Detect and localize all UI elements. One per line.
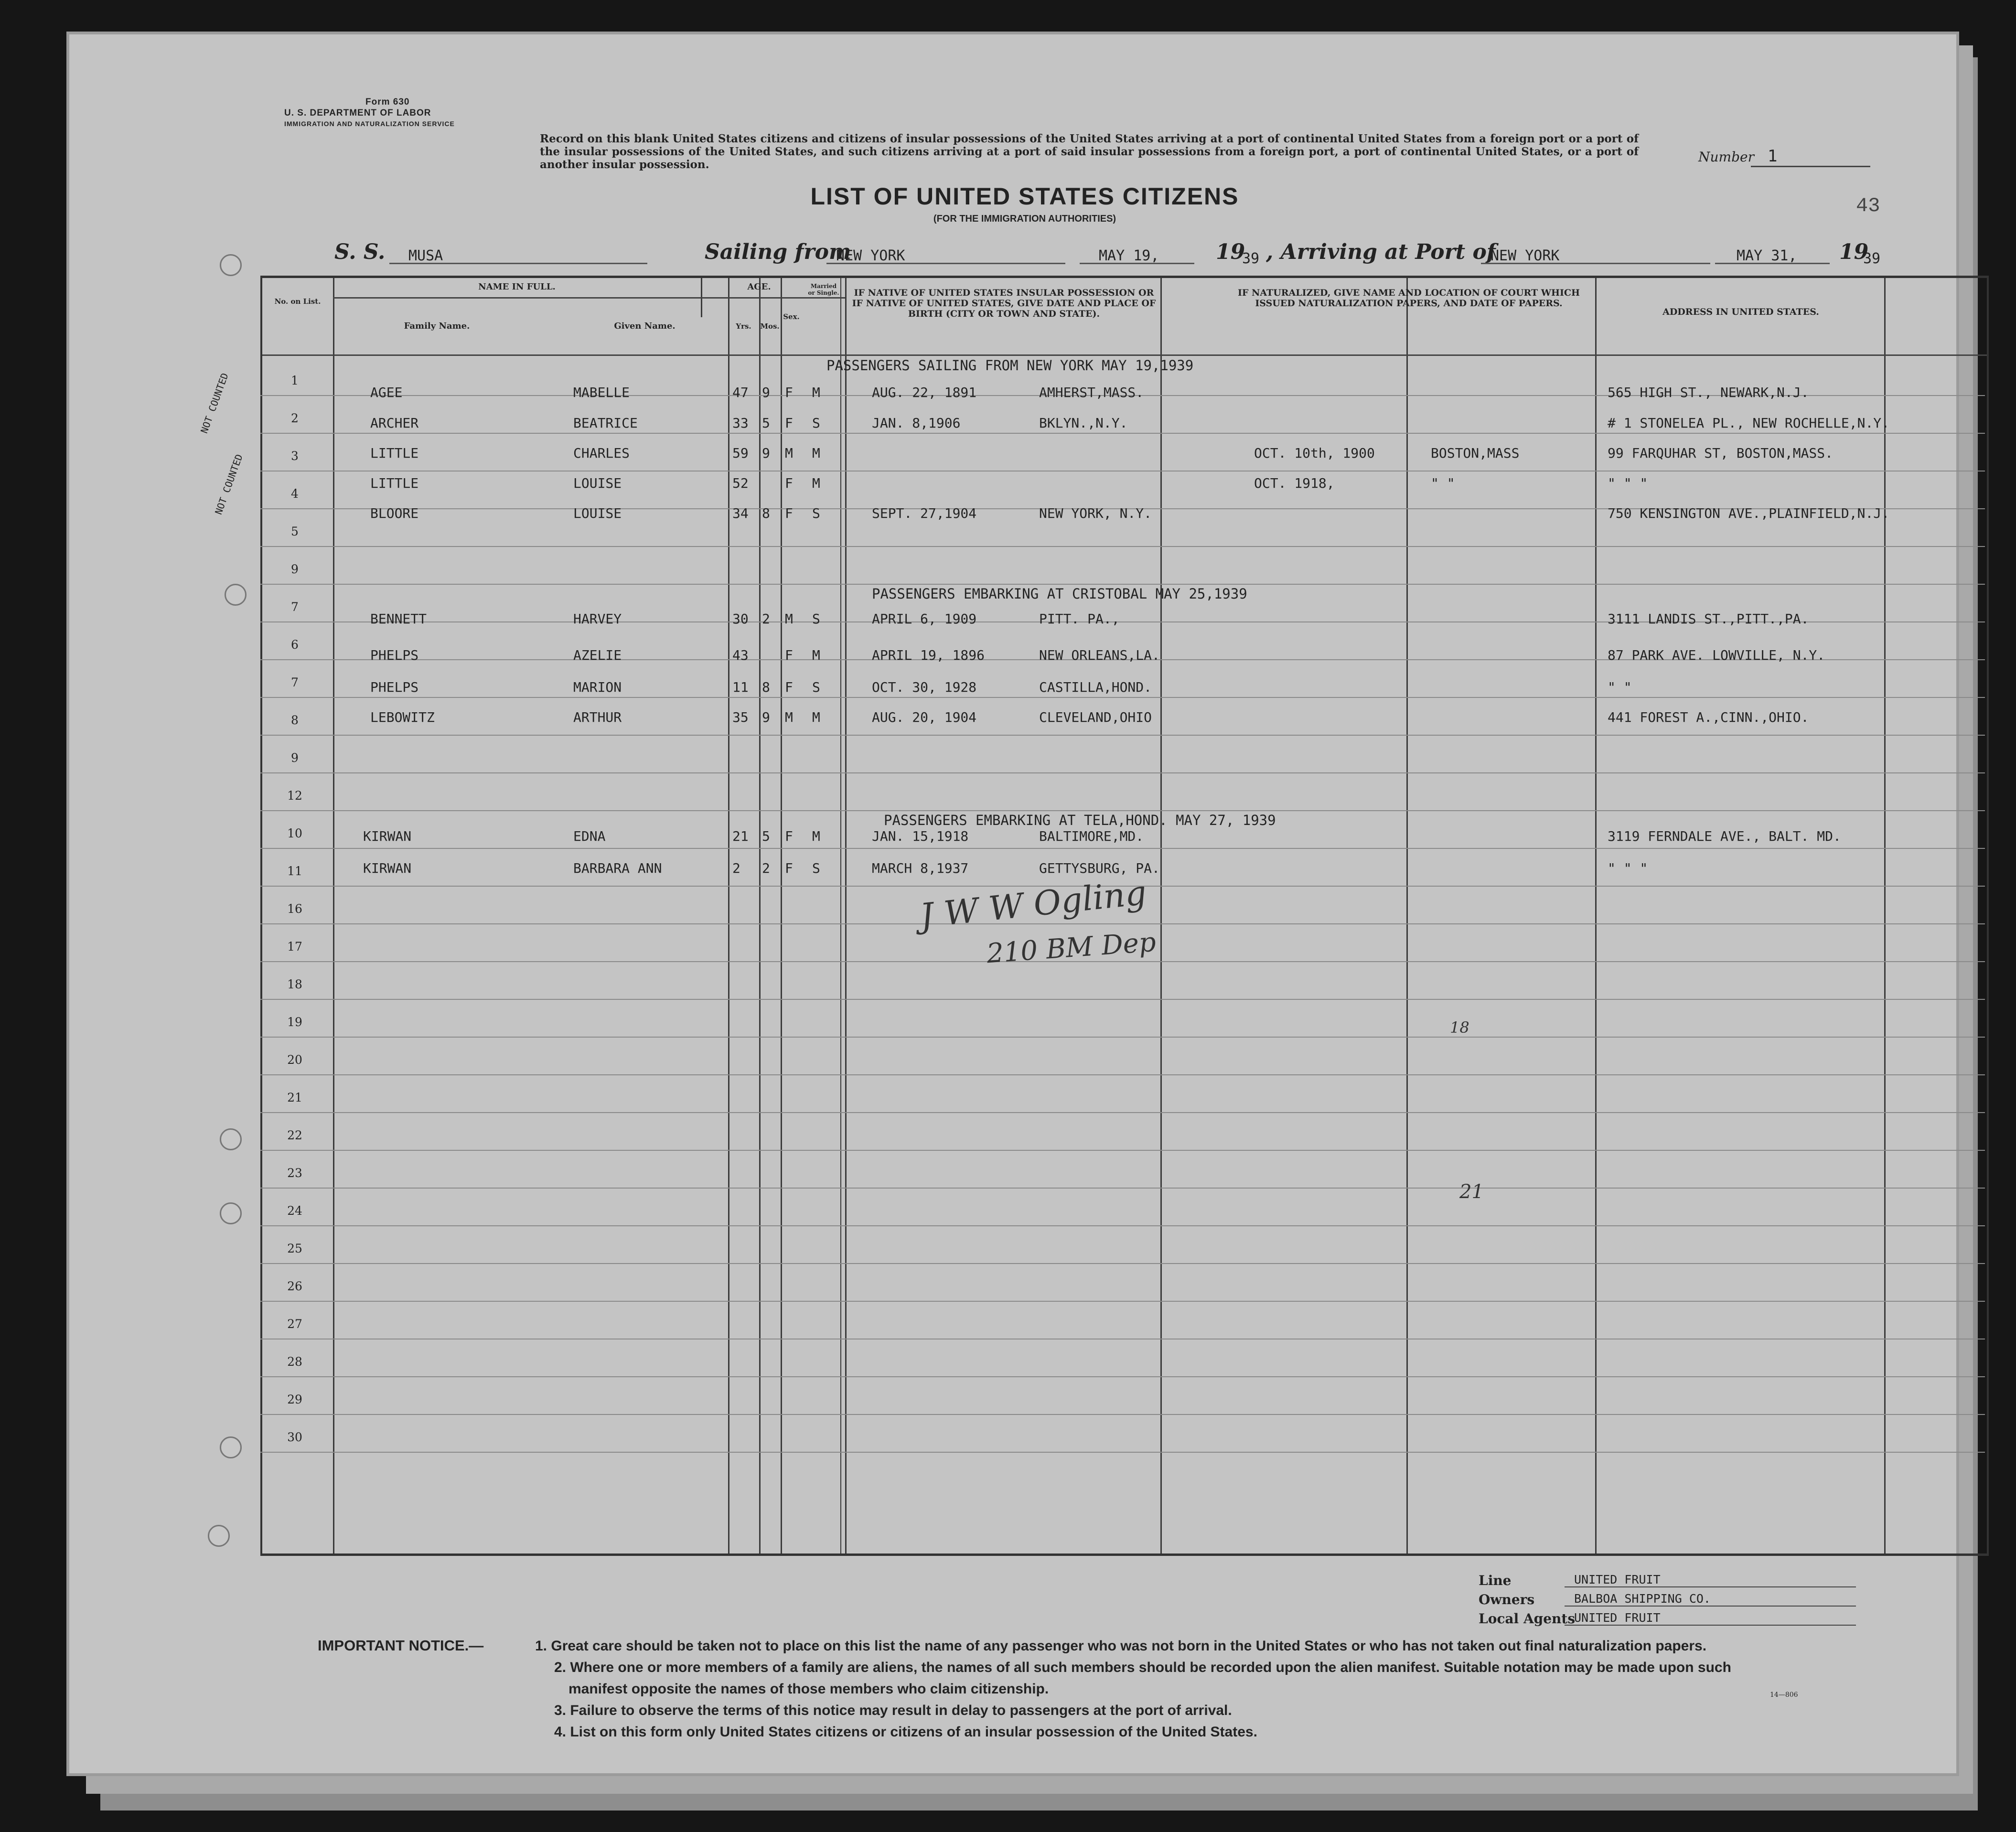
- birth-date: SEPT. 27,1904: [872, 505, 977, 522]
- row-number: 10: [287, 826, 302, 840]
- row-number: 2: [291, 411, 299, 425]
- birth-date: APRIL 19, 1896: [872, 647, 985, 663]
- col-birth: IF NATIVE OF UNITED STATES INSULAR POSSESSION OR IF NATIVE OF UNITED STATES, GIVE DATE AND PLACE OF BIRTH (CITY OR TOWN AND STATE).: [852, 288, 1156, 319]
- age-years: 21: [732, 828, 749, 844]
- row-rule: [260, 810, 1985, 811]
- family-name: PHELPS: [370, 647, 419, 663]
- address: 3119 FERNDALE AVE., BALT. MD.: [1608, 828, 1841, 844]
- local-agents-value: UNITED FRUIT: [1565, 1611, 1856, 1626]
- row-rule: [260, 1301, 1985, 1302]
- row-rule: [260, 772, 1985, 773]
- row-number: 9: [291, 562, 299, 576]
- arrival-date: MAY 31,: [1737, 247, 1797, 264]
- row-rule: [260, 1414, 1985, 1415]
- arrival-year-prefix: 19: [1839, 240, 1869, 264]
- address: " ": [1608, 679, 1632, 695]
- given-name: EDNA: [573, 828, 606, 844]
- birth-place: CASTILLA,HOND.: [1039, 679, 1152, 695]
- sex: F: [785, 828, 793, 844]
- not-counted-stamp: NOT COUNTED: [213, 452, 245, 516]
- notice-item: 1. Great care should be taken not to place on this list the name of any passenger who was not born in the United States or who has not taken out final naturalization papers.: [535, 1638, 1707, 1654]
- family-name: LITTLE: [370, 445, 419, 461]
- family-name: BENNETT: [370, 611, 427, 627]
- sailing-year: 39: [1242, 250, 1260, 267]
- sailing-label: Sailing from: [705, 240, 851, 264]
- family-name: KIRWAN: [363, 860, 412, 876]
- printer-code: 14—806: [1770, 1691, 1798, 1699]
- row-number: 8: [291, 713, 299, 727]
- notice-item: manifest opposite the names of those members who claim citizenship.: [568, 1681, 1049, 1697]
- row-number: 22: [287, 1128, 302, 1142]
- binder-hole: [220, 1128, 242, 1150]
- row-number: 7: [291, 600, 299, 614]
- section-header: PASSENGERS EMBARKING AT TELA,HOND. MAY 27, 1939: [884, 812, 1276, 828]
- row-number: 28: [287, 1355, 302, 1369]
- col-naturalized: IF NATURALIZED, GIVE NAME AND LOCATION OF COURT WHICH ISSUED NATURALIZATION PAPERS, AND DATE OF PAPERS.: [1238, 288, 1580, 309]
- binder-hole: [220, 254, 242, 276]
- not-counted-stamp: NOT COUNTED: [198, 371, 231, 435]
- row-number: 16: [287, 902, 302, 916]
- marital-status: S: [812, 860, 820, 876]
- row-number: 21: [287, 1091, 302, 1104]
- age-months: 9: [762, 445, 770, 461]
- sex: F: [785, 679, 793, 695]
- marital-status: M: [812, 828, 820, 844]
- col-age: AGE.: [747, 282, 771, 292]
- arriving-label: , Arriving at Port of: [1266, 240, 1496, 264]
- birth-date: JAN. 8,1906: [872, 415, 961, 431]
- notice-heading: IMPORTANT NOTICE.—: [318, 1637, 484, 1654]
- owners-value: BALBOA SHIPPING CO.: [1565, 1592, 1856, 1607]
- page-title: LIST OF UNITED STATES CITIZENS: [810, 183, 1239, 210]
- row-number: 27: [287, 1317, 302, 1331]
- manifest-sheet: [69, 34, 1956, 1773]
- row-number: 26: [287, 1279, 302, 1293]
- given-name: BEATRICE: [573, 415, 638, 431]
- sex: F: [785, 860, 793, 876]
- birth-place: NEW ORLEANS,LA.: [1039, 647, 1160, 663]
- given-name: MARION: [573, 679, 622, 695]
- arrival-port: NEW YORK: [1491, 247, 1560, 264]
- row-rule: [260, 1037, 1985, 1038]
- line-value: UNITED FRUIT: [1565, 1573, 1856, 1587]
- naturalization-date: OCT. 1918,: [1254, 475, 1335, 492]
- sailing-year-prefix: 19: [1216, 240, 1245, 264]
- row-number: 9: [291, 751, 299, 765]
- instructions-text: Record on this blank United States citizens and citizens of insular possessions of the United States arriving at a port of continental United States from a foreign port or a port of the insular possessions of the United States, and such citizens arriving at a port of said insular possessions from a foreign port, a port of continental United States, or a port of another insular possession.: [540, 132, 1639, 171]
- marital-status: M: [812, 385, 820, 401]
- sex: F: [785, 475, 793, 492]
- address: 87 PARK AVE. LOWVILLE, N.Y.: [1608, 647, 1825, 663]
- address: 565 HIGH ST., NEWARK,N.J.: [1608, 385, 1809, 401]
- row-number: 18: [287, 977, 302, 991]
- marital-status: S: [812, 611, 820, 627]
- page-subtitle: (FOR THE IMMIGRATION AUTHORITIES): [933, 214, 1116, 224]
- row-rule: [260, 697, 1985, 698]
- row-rule: [260, 961, 1985, 962]
- family-name: KIRWAN: [363, 828, 412, 844]
- row-rule: [260, 546, 1985, 547]
- sex: M: [785, 445, 793, 461]
- birth-date: AUG. 22, 1891: [872, 385, 977, 401]
- department-name: U. S. DEPARTMENT OF LABOR: [284, 108, 431, 118]
- row-number: 7: [291, 675, 299, 689]
- signature-office: 210 BM Dep: [986, 926, 1157, 970]
- row-rule: [260, 1225, 1985, 1226]
- address: # 1 STONELEA PL., NEW ROCHELLE,N.Y.: [1608, 415, 1890, 431]
- sex: M: [785, 611, 793, 627]
- shipping-agents: [1479, 1573, 1875, 1630]
- marital-status: M: [812, 647, 820, 663]
- row-number: 20: [287, 1053, 302, 1067]
- age-years: 34: [732, 505, 749, 522]
- row-rule: [260, 1150, 1985, 1151]
- row-number: 19: [287, 1015, 302, 1029]
- line-label: Line: [1479, 1573, 1512, 1588]
- row-number: 12: [287, 789, 302, 803]
- birth-date: JAN. 15,1918: [872, 828, 969, 844]
- naturalization-court: " ": [1431, 475, 1455, 492]
- family-name: LITTLE: [370, 475, 419, 492]
- birth-date: APRIL 6, 1909: [872, 611, 977, 627]
- ss-label: S. S.: [334, 240, 386, 264]
- marital-status: S: [812, 679, 820, 695]
- row-rule: [260, 1376, 1985, 1377]
- given-name: HARVEY: [573, 611, 622, 627]
- binder-hole: [208, 1525, 230, 1547]
- sex: F: [785, 415, 793, 431]
- sex: F: [785, 385, 793, 401]
- owners-label: Owners: [1479, 1592, 1535, 1607]
- row-number: 23: [287, 1166, 302, 1180]
- birth-place: AMHERST,MASS.: [1039, 385, 1144, 401]
- birth-date: OCT. 30, 1928: [872, 679, 977, 695]
- notice-item: 4. List on this form only United States citizens or citizens of an insular possession of the United States.: [554, 1724, 1257, 1740]
- form-number: Form 630: [365, 97, 410, 107]
- marital-status: M: [812, 475, 820, 492]
- arrival-year: 39: [1863, 250, 1881, 267]
- given-name: MABELLE: [573, 385, 630, 401]
- row-rule: [260, 923, 1985, 924]
- row-rule: [260, 1074, 1985, 1075]
- row-number: 17: [287, 940, 302, 953]
- age-years: 30: [732, 611, 749, 627]
- given-name: AZELIE: [573, 647, 622, 663]
- address: 441 FOREST A.,CINN.,OHIO.: [1608, 709, 1809, 725]
- important-notice: [318, 1635, 1889, 1743]
- given-name: LOUISE: [573, 505, 622, 522]
- tally-mark: 18: [1450, 1018, 1469, 1037]
- birth-place: GETTYSBURG, PA.: [1039, 860, 1160, 876]
- age-months: 8: [762, 679, 770, 695]
- family-name: AGEE: [370, 385, 403, 401]
- sex: F: [785, 647, 793, 663]
- sex: F: [785, 505, 793, 522]
- row-number: 5: [291, 525, 299, 538]
- col-no-on-list: No. on List.: [274, 297, 321, 306]
- row-number: 1: [291, 374, 299, 387]
- notice-item: 2. Where one or more members of a family are aliens, the names of all such members should be recorded upon the alien manifest. Suitable notation may be made upon such: [554, 1660, 1731, 1675]
- row-number: 30: [287, 1430, 302, 1444]
- local-agents-label: Local Agents: [1479, 1611, 1576, 1627]
- age-months: 2: [762, 860, 770, 876]
- row-number: 29: [287, 1393, 302, 1406]
- birth-date: MARCH 8,1937: [872, 860, 969, 876]
- age-months: 8: [762, 505, 770, 522]
- number-value: 1: [1751, 147, 1870, 167]
- age-years: 2: [732, 860, 740, 876]
- row-rule: [260, 1112, 1985, 1113]
- age-months: 9: [762, 385, 770, 401]
- marital-status: S: [812, 505, 820, 522]
- row-number: 25: [287, 1242, 302, 1255]
- col-family-name: Family Name.: [404, 321, 470, 331]
- age-years: 33: [732, 415, 749, 431]
- binder-hole: [220, 1202, 242, 1224]
- row-rule: [260, 999, 1985, 1000]
- family-name: ARCHER: [370, 415, 419, 431]
- col-address: ADDRESS IN UNITED STATES.: [1662, 307, 1819, 317]
- binder-hole: [220, 1436, 242, 1458]
- service-name: IMMIGRATION AND NATURALIZATION SERVICE: [284, 120, 455, 128]
- col-name-in-full: NAME IN FULL.: [478, 282, 556, 292]
- col-mos: Mos.: [760, 322, 780, 331]
- family-name: LEBOWITZ: [370, 709, 435, 725]
- ship-name: MUSA: [408, 247, 443, 264]
- page-number: 43: [1856, 194, 1880, 217]
- given-name: LOUISE: [573, 475, 622, 492]
- naturalization-date: OCT. 10th, 1900: [1254, 445, 1375, 461]
- col-sex: Sex.: [783, 312, 800, 321]
- birth-date: AUG. 20, 1904: [872, 709, 977, 725]
- age-years: 59: [732, 445, 749, 461]
- tally-mark: 21: [1459, 1181, 1484, 1203]
- age-years: 47: [732, 385, 749, 401]
- given-name: ARTHUR: [573, 709, 622, 725]
- given-name: BARBARA ANN: [573, 860, 662, 876]
- age-years: 43: [732, 647, 749, 663]
- birth-place: NEW YORK, N.Y.: [1039, 505, 1152, 522]
- address: 3111 LANDIS ST.,PITT.,PA.: [1608, 611, 1809, 627]
- row-number: 24: [287, 1204, 302, 1218]
- sex: M: [785, 709, 793, 725]
- sailing-port: NEW YORK: [836, 247, 905, 264]
- row-number: 11: [287, 864, 302, 878]
- row-rule: [260, 1188, 1985, 1189]
- age-months: 2: [762, 611, 770, 627]
- address: 99 FARQUHAR ST, BOSTON,MASS.: [1608, 445, 1834, 461]
- given-name: CHARLES: [573, 445, 630, 461]
- age-years: 35: [732, 709, 749, 725]
- row-rule: [260, 848, 1985, 849]
- birth-place: BALTIMORE,MD.: [1039, 828, 1144, 844]
- row-number: 3: [291, 449, 299, 463]
- row-rule: [260, 433, 1985, 434]
- number-label: Number: [1698, 149, 1754, 165]
- age-months: 5: [762, 415, 770, 431]
- birth-place: PITT. PA.,: [1039, 611, 1120, 627]
- row-rule: [260, 1263, 1985, 1264]
- marital-status: M: [812, 445, 820, 461]
- birth-place: BKLYN.,N.Y.: [1039, 415, 1128, 431]
- age-years: 11: [732, 679, 749, 695]
- form-identifier: [284, 96, 455, 129]
- signature: J W W Ogling: [918, 873, 1148, 936]
- row-rule: [260, 1452, 1985, 1453]
- row-number: 4: [291, 487, 299, 501]
- voyage-line: [334, 240, 1887, 268]
- marital-status: S: [812, 415, 820, 431]
- col-given-name: Given Name.: [614, 321, 676, 331]
- age-years: 52: [732, 475, 749, 492]
- family-name: PHELPS: [370, 679, 419, 695]
- birth-place: CLEVELAND,OHIO: [1039, 709, 1152, 725]
- section-header: PASSENGERS EMBARKING AT CRISTOBAL MAY 25,1939: [872, 586, 1247, 602]
- age-months: 9: [762, 709, 770, 725]
- family-name: BLOORE: [370, 505, 419, 522]
- sailing-date: MAY 19,: [1099, 247, 1159, 264]
- row-number: 6: [291, 638, 299, 652]
- address: 750 KENSINGTON AVE.,PLAINFIELD,N.J.: [1608, 505, 1890, 522]
- col-married-single: Married or Single.: [808, 283, 839, 296]
- row-rule: [260, 735, 1985, 736]
- row-rule: [260, 584, 1985, 585]
- age-months: 5: [762, 828, 770, 844]
- col-yrs: Yrs.: [736, 322, 751, 331]
- section-header: PASSENGERS SAILING FROM NEW YORK MAY 19,1939: [826, 357, 1194, 374]
- notice-item: 3. Failure to observe the terms of this notice may result in delay to passengers at the port of arrival.: [554, 1703, 1232, 1718]
- address: " " ": [1608, 860, 1648, 876]
- naturalization-court: BOSTON,MASS: [1431, 445, 1520, 461]
- binder-hole: [225, 584, 247, 606]
- address: " " ": [1608, 475, 1648, 492]
- marital-status: M: [812, 709, 820, 725]
